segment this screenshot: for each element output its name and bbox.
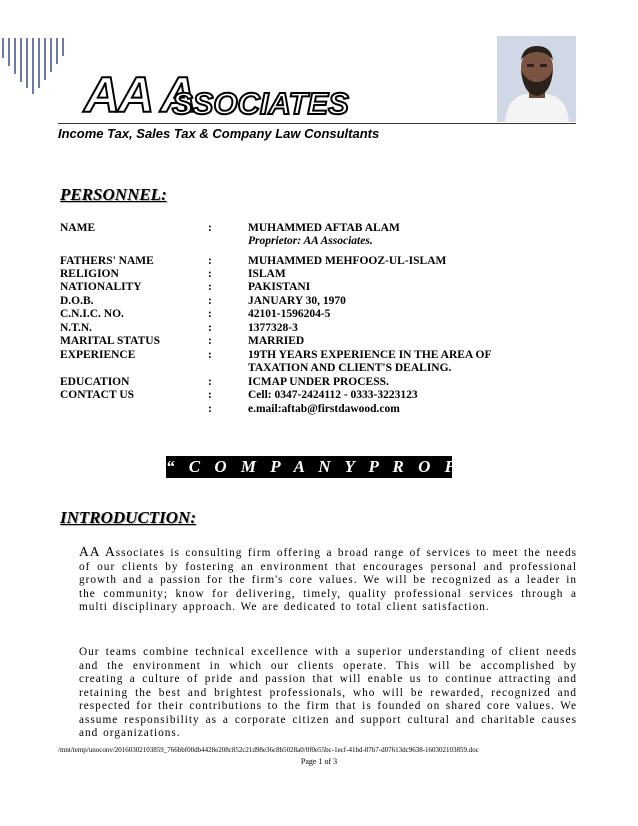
logo-text-big: AA A bbox=[84, 67, 195, 123]
personnel-label: FATHERS' NAME bbox=[60, 255, 154, 267]
personnel-colon: : bbox=[208, 322, 212, 334]
personnel-value: MUHAMMED MEHFOOZ-UL-ISLAM bbox=[248, 255, 447, 267]
personnel-label: NATIONALITY bbox=[60, 281, 142, 293]
footer-filepath: /mnt/temp/unoconv/20160302103859_766bbf00db4428e208c852c21d98e36c8b5028a0/0f0e55bc-1ecf-41bd-87b7-d07613dc9638-160302103859.doc bbox=[58, 746, 479, 754]
logo-text-small: SSOCIATES bbox=[172, 86, 349, 121]
tagline: Income Tax, Sales Tax & Company Law Consultants bbox=[58, 126, 380, 141]
personnel-colon: : bbox=[208, 222, 212, 234]
page-number: Page 1 of 3 bbox=[300, 757, 338, 766]
personnel-value: ICMAP UNDER PROCESS. bbox=[248, 376, 389, 388]
personnel-value: Proprietor: AA Associates. bbox=[248, 235, 373, 247]
personnel-colon: : bbox=[208, 281, 212, 293]
decorative-stripes bbox=[0, 38, 70, 94]
personnel-label: N.T.N. bbox=[60, 322, 93, 334]
header-rule bbox=[58, 123, 576, 124]
personnel-value: MARRIED bbox=[248, 335, 305, 347]
personnel-label: EXPERIENCE bbox=[60, 349, 136, 361]
personnel-colon: : bbox=[208, 308, 212, 320]
personnel-value: ISLAM bbox=[248, 268, 286, 280]
introduction-heading: INTRODUCTION: bbox=[60, 508, 196, 527]
personnel-colon: : bbox=[208, 349, 212, 361]
personnel-colon: : bbox=[208, 335, 212, 347]
personnel-colon: : bbox=[208, 295, 212, 307]
personnel-colon: : bbox=[208, 389, 212, 401]
personnel-label: MARITAL STATUS bbox=[60, 335, 161, 347]
personnel-value: Cell: 0347-2424112 - 0333-3223123 bbox=[248, 389, 418, 401]
personnel-label: D.O.B. bbox=[60, 295, 94, 307]
personnel-colon: : bbox=[208, 255, 212, 267]
company-profile-title: “ C O M P A N Y P R O F I L E “. bbox=[166, 457, 564, 476]
personnel-label: RELIGION bbox=[60, 268, 119, 280]
personnel-label: EDUCATION bbox=[60, 376, 130, 388]
personnel-value: 1377328-3 bbox=[248, 322, 298, 334]
company-logo bbox=[84, 67, 384, 123]
personnel-value: TAXATION AND CLIENT'S DEALING. bbox=[248, 362, 452, 374]
intro-paragraph-1 bbox=[79, 545, 577, 615]
personnel-value: PAKISTANI bbox=[248, 281, 311, 293]
personnel-value: MUHAMMED AFTAB ALAM bbox=[248, 222, 400, 234]
intro-lead: AA A bbox=[79, 544, 116, 559]
personnel-colon: : bbox=[208, 376, 212, 388]
personnel-value: 42101-1596204-5 bbox=[248, 308, 331, 320]
personnel-label: NAME bbox=[60, 222, 96, 234]
personnel-label: C.N.I.C. NO. bbox=[60, 308, 124, 320]
intro-paragraph-2: Our teams combine technical excellence with a superior understanding of client needs and the environment in which our clients operate. This will be accomplished by creating a culture of pride and passion that will enable us to continue attracting and retaining the best and brightest professionals, who will be rewarded, recognized and respected for their contributions to the firm that is founded on shared core values. We assume responsibility as a corporate citizen and support cultural and charitable causes and organizations. bbox=[79, 646, 577, 739]
personnel-value: JANUARY 30, 1970 bbox=[248, 295, 346, 307]
personnel-label: CONTACT US bbox=[60, 389, 135, 401]
personnel-value: 19TH YEARS EXPERIENCE IN THE AREA OF bbox=[248, 349, 492, 361]
personnel-colon: : bbox=[208, 403, 212, 415]
personnel-value: e.mail:aftab@firstdawood.com bbox=[248, 403, 400, 415]
proprietor-photo bbox=[497, 36, 576, 122]
intro-rest: ssociates is consulting firm offering a broad range of services to meet the needs of our clients by fostering an environment that encourages personal and professional growth and a passion for the firm's core values. We will be recognized as a leader in the community; know for delivering, timely, quality professional services through a multi disciplinary approach. We are dedicated to total client satisfaction. bbox=[79, 547, 577, 613]
personnel-heading: PERSONNEL: bbox=[60, 185, 167, 204]
personnel-colon: : bbox=[208, 268, 212, 280]
